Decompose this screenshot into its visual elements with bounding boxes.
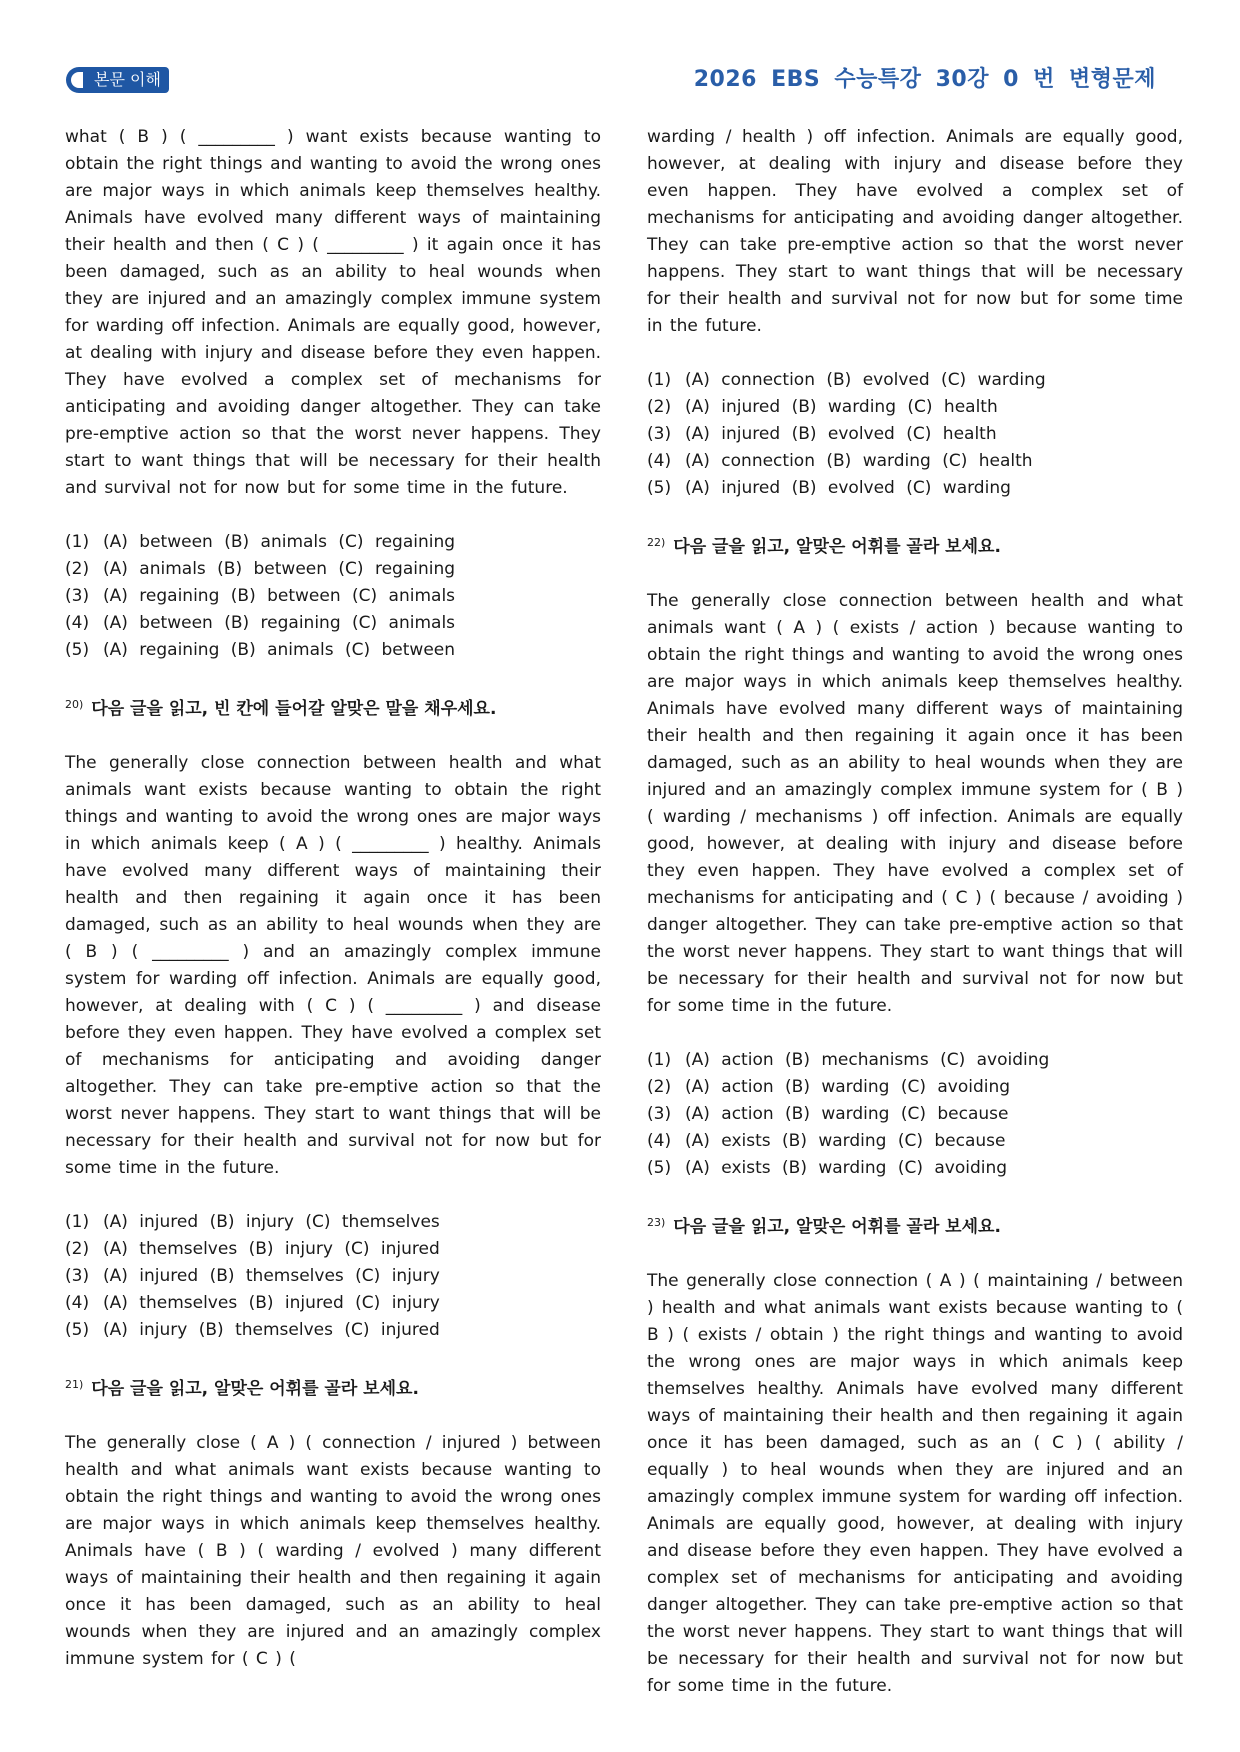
page-header bbox=[66, 60, 1156, 100]
section-badge-label: 본문 이해 bbox=[90, 67, 169, 93]
page-title: 2026 EBS 수능특강 30강 0 번 변형문제 bbox=[693, 67, 1156, 92]
q21-heading bbox=[65, 1371, 601, 1403]
q21-title: 다음 글을 읽고, 알맞은 어휘를 골라 보세요. bbox=[91, 1379, 419, 1399]
q20-title: 다음 글을 읽고, 빈 칸에 들어갈 알맞은 말을 채우세요. bbox=[91, 699, 497, 719]
q21-option-3: (3) (A) injured (B) evolved (C) health bbox=[647, 424, 997, 444]
q22-heading bbox=[647, 529, 1183, 561]
q22-number: 22) bbox=[647, 536, 666, 549]
q19-passage: what ( B ) ( _________ ) want exists because wanting to obtain the right things and wanting to avoid the wrong ones are major ways in which animals keep themselves healthy. Animals have evolved many different ways of maintaining their health and then ( C ) ( _________ ) it again once it has been damaged, such as an ability to heal wounds when they are injured and an amazingly complex immune system for warding off infection. Animals are equally good, however, at dealing with injury and disease before they even happen. They have evolved a complex set of mechanisms for anticipating and avoiding danger altogether. They can take pre-emptive action so that the worst never happens. They start to want things that will be necessary for their health and survival not for now but for some time in the future. bbox=[65, 127, 601, 498]
q20-option-3: (3) (A) injured (B) themselves (C) injury bbox=[65, 1266, 440, 1286]
q22-option-2: (2) (A) action (B) warding (C) avoiding bbox=[647, 1077, 1011, 1097]
q19-option-2: (2) (A) animals (B) between (C) regaining bbox=[65, 559, 456, 579]
q21-option-1: (1) (A) connection (B) evolved (C) warding bbox=[647, 370, 1046, 390]
q20-option-4: (4) (A) themselves (B) injured (C) injury bbox=[65, 1293, 440, 1313]
q21-option-2: (2) (A) injured (B) warding (C) health bbox=[647, 397, 998, 417]
q20-heading bbox=[65, 691, 601, 723]
q23-passage: The generally close connection ( A ) ( maintaining / between ) health and what animals want exists because wanting to ( B ) ( exists / obtain ) the right things and wanting to avoid the wrong ones are major ways in which animals keep themselves healthy. Animals have evolved many different ways of maintaining their health and then regaining it again once it has been damaged, such as an ( C ) ( ability / equally ) to heal wounds when they are injured and an amazingly complex immune system for warding off infection. Animals are equally good, however, at dealing with injury and disease before they even happen. They have evolved a complex set of mechanisms for anticipating and avoiding danger altogether. They can take pre-emptive action so that the worst never happens. They start to want things that will be necessary for their health and survival not for now but for some time in the future. bbox=[647, 1271, 1183, 1696]
q20-option-1: (1) (A) injured (B) injury (C) themselves bbox=[65, 1212, 440, 1232]
q20-option-2: (2) (A) themselves (B) injury (C) injured bbox=[65, 1239, 440, 1259]
q19-options bbox=[65, 529, 601, 664]
q22-options bbox=[647, 1047, 1183, 1182]
q21-passage-part2: warding / health ) off infection. Animals are equally good, however, at dealing with injury and disease before they even happen. They have evolved a complex set of mechanisms for anticipating and avoiding danger altogether. They can take pre-emptive action so that the worst never happens. They start to want things that will be necessary for their health and survival not for now but for some time in the future. bbox=[647, 127, 1183, 336]
q22-option-4: (4) (A) exists (B) warding (C) because bbox=[647, 1131, 1006, 1151]
q20-option-5: (5) (A) injury (B) themselves (C) injured bbox=[65, 1320, 440, 1340]
q22-option-5: (5) (A) exists (B) warding (C) avoiding bbox=[647, 1158, 1008, 1178]
q19-option-3: (3) (A) regaining (B) between (C) animals bbox=[65, 586, 456, 606]
q21-passage-part1: The generally close ( A ) ( connection / injured ) between health and what animals want exists because wanting to obtain the right things and wanting to avoid the wrong ones are major ways in which animals keep themselves healthy. Animals have ( B ) ( warding / evolved ) many different ways of maintaining their health and then regaining it again once it has been damaged, such as an ability to heal wounds when they are injured and an amazingly complex immune system for ( C ) ( bbox=[65, 1433, 601, 1669]
q21-option-4: (4) (A) connection (B) warding (C) health bbox=[647, 451, 1033, 471]
q20-passage: The generally close connection between health and what animals want exists because wanting to obtain the right things and wanting to avoid the wrong ones are major ways in which animals keep ( A ) ( _________ ) healthy. Animals have evolved many different ways of maintaining their health and then regaining it again once it has been damaged, such as an ability to heal wounds when they are ( B ) ( _________ ) and an amazingly complex immune system for warding off infection. Animals are equally good, however, at dealing with ( C ) ( _________ ) and disease before they even happen. They have evolved a complex set of mechanisms for anticipating and avoiding danger altogether. They can take pre-emptive action so that the worst never happens. They start to want things that will be necessary for their health and survival not for now but for some time in the future. bbox=[65, 753, 601, 1178]
q22-passage: The generally close connection between health and what animals want ( A ) ( exists / action ) because wanting to obtain the right things and wanting to avoid the wrong ones are major ways in which animals keep themselves healthy. Animals have evolved many different ways of maintaining their health and then regaining it again once it has been damaged, such as an ability to heal wounds when they are injured and an amazingly complex immune system for ( B ) ( warding / mechanisms ) off infection. Animals are equally good, however, at dealing with injury and disease before they even happen. They have evolved a complex set of mechanisms for anticipating and ( C ) ( because / avoiding ) danger altogether. They can take pre-emptive action so that the worst never happens. They start to want things that will be necessary for their health and survival not for now but for some time in the future. bbox=[647, 591, 1183, 1016]
q20-number: 20) bbox=[65, 698, 84, 711]
right-column bbox=[647, 124, 1183, 1727]
left-column bbox=[65, 124, 601, 1700]
q21-options bbox=[647, 367, 1183, 502]
q22-option-3: (3) (A) action (B) warding (C) because bbox=[647, 1104, 1009, 1124]
q19-option-5: (5) (A) regaining (B) animals (C) between bbox=[65, 640, 456, 660]
q22-title: 다음 글을 읽고, 알맞은 어휘를 골라 보세요. bbox=[673, 537, 1001, 557]
q21-number: 21) bbox=[65, 1378, 84, 1391]
q23-title: 다음 글을 읽고, 알맞은 어휘를 골라 보세요. bbox=[673, 1217, 1001, 1237]
q20-options bbox=[65, 1209, 601, 1344]
section-badge bbox=[66, 67, 169, 93]
half-circle-icon bbox=[66, 67, 90, 93]
q23-number: 23) bbox=[647, 1216, 666, 1229]
q23-heading bbox=[647, 1209, 1183, 1241]
q21-option-5: (5) (A) injured (B) evolved (C) warding bbox=[647, 478, 1011, 498]
q19-option-4: (4) (A) between (B) regaining (C) animals bbox=[65, 613, 456, 633]
q19-option-1: (1) (A) between (B) animals (C) regaining bbox=[65, 532, 456, 552]
q22-option-1: (1) (A) action (B) mechanisms (C) avoiding bbox=[647, 1050, 1050, 1070]
